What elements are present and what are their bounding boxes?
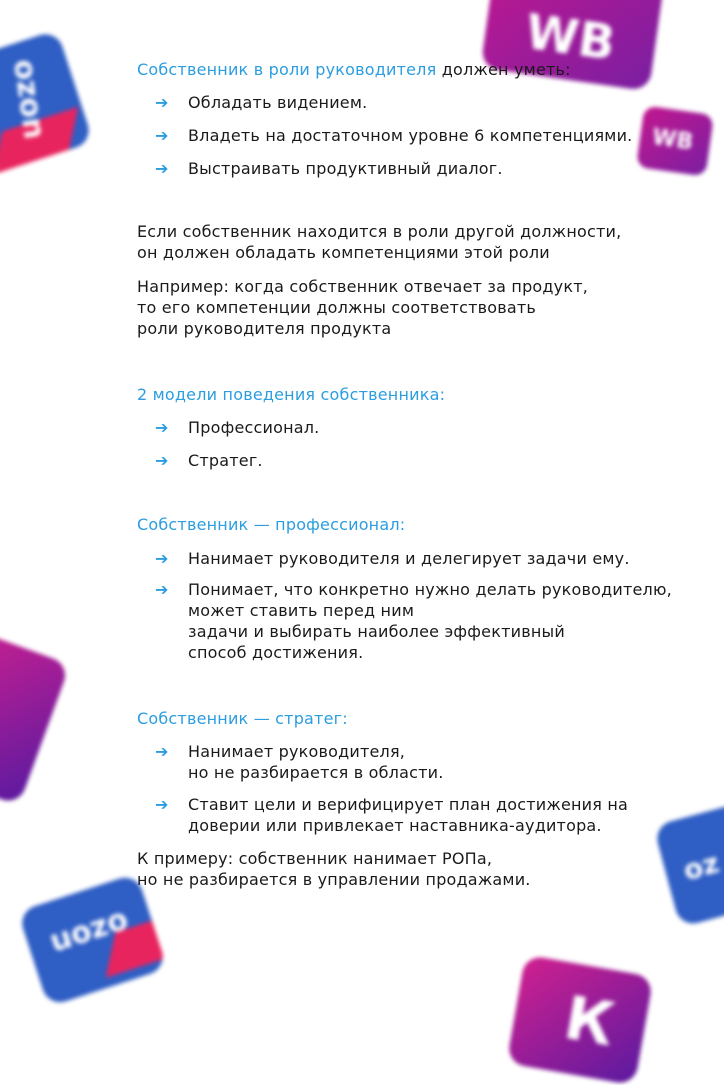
section-heading: Собственник в роли руководителя должен уметь:	[137, 60, 571, 79]
section-heading: Собственник — стратег:	[137, 709, 348, 728]
list-item: Стратег.	[188, 451, 263, 470]
ozon-logo: ozon	[18, 873, 168, 1007]
paragraph-line: Если собственник находится в роли другой должности,	[137, 222, 622, 241]
decorative-shape: К	[506, 955, 653, 1085]
arrow-right-icon: ➔	[155, 580, 169, 599]
wildberries-logo: WB	[636, 105, 714, 176]
paragraph-line: то его компетенции должны соответствовать	[137, 298, 537, 317]
arrow-right-icon: ➔	[155, 126, 169, 145]
list-item-line: Понимает, что конкретно нужно делать руководителю,	[188, 580, 672, 599]
paragraph-line: роли руководителя продукта	[137, 319, 392, 338]
arrow-right-icon: ➔	[155, 549, 169, 568]
paragraph-line: но не разбирается в управлении продажами.	[137, 870, 531, 889]
list-item-line: способ достижения.	[188, 643, 364, 662]
ozon-logo: oz	[653, 798, 724, 928]
list-item: Обладать видением.	[188, 93, 368, 112]
list-item-line: задачи и выбирать наиболее эффективный	[188, 622, 565, 641]
arrow-right-icon: ➔	[155, 451, 169, 470]
arrow-right-icon: ➔	[155, 159, 169, 178]
list-item: Выстраивать продуктивный диалог.	[188, 159, 503, 178]
list-item-line: но не разбирается в области.	[188, 763, 444, 782]
arrow-right-icon: ➔	[155, 93, 169, 112]
section-heading: Собственник — профессионал:	[137, 515, 406, 534]
list-item: Владеть на достаточном уровне 6 компетенциями.	[188, 126, 633, 145]
list-item-line: Нанимает руководителя,	[188, 742, 406, 761]
wildberries-logo: WB	[480, 0, 665, 91]
arrow-right-icon: ➔	[155, 742, 169, 761]
decorative-shape	[0, 624, 70, 805]
paragraph-line: К примеру: собственник нанимает РОПа,	[137, 849, 493, 868]
list-item-line: доверии или привлекает наставника-аудитора.	[188, 816, 602, 835]
paragraph-line: он должен обладать компетенциями этой роли	[137, 243, 550, 262]
arrow-right-icon: ➔	[155, 795, 169, 814]
list-item-line: Ставит цели и верифицирует план достижения на	[188, 795, 629, 814]
section-heading: 2 модели поведения собственника:	[137, 385, 446, 404]
ozon-logo: ozon	[0, 30, 93, 179]
list-item-line: может ставить перед ним	[188, 601, 415, 620]
arrow-right-icon: ➔	[155, 418, 169, 437]
list-item: Профессионал.	[188, 418, 320, 437]
paragraph-line: Например: когда собственник отвечает за продукт,	[137, 277, 589, 296]
list-item: Нанимает руководителя и делегирует задачи ему.	[188, 549, 630, 568]
